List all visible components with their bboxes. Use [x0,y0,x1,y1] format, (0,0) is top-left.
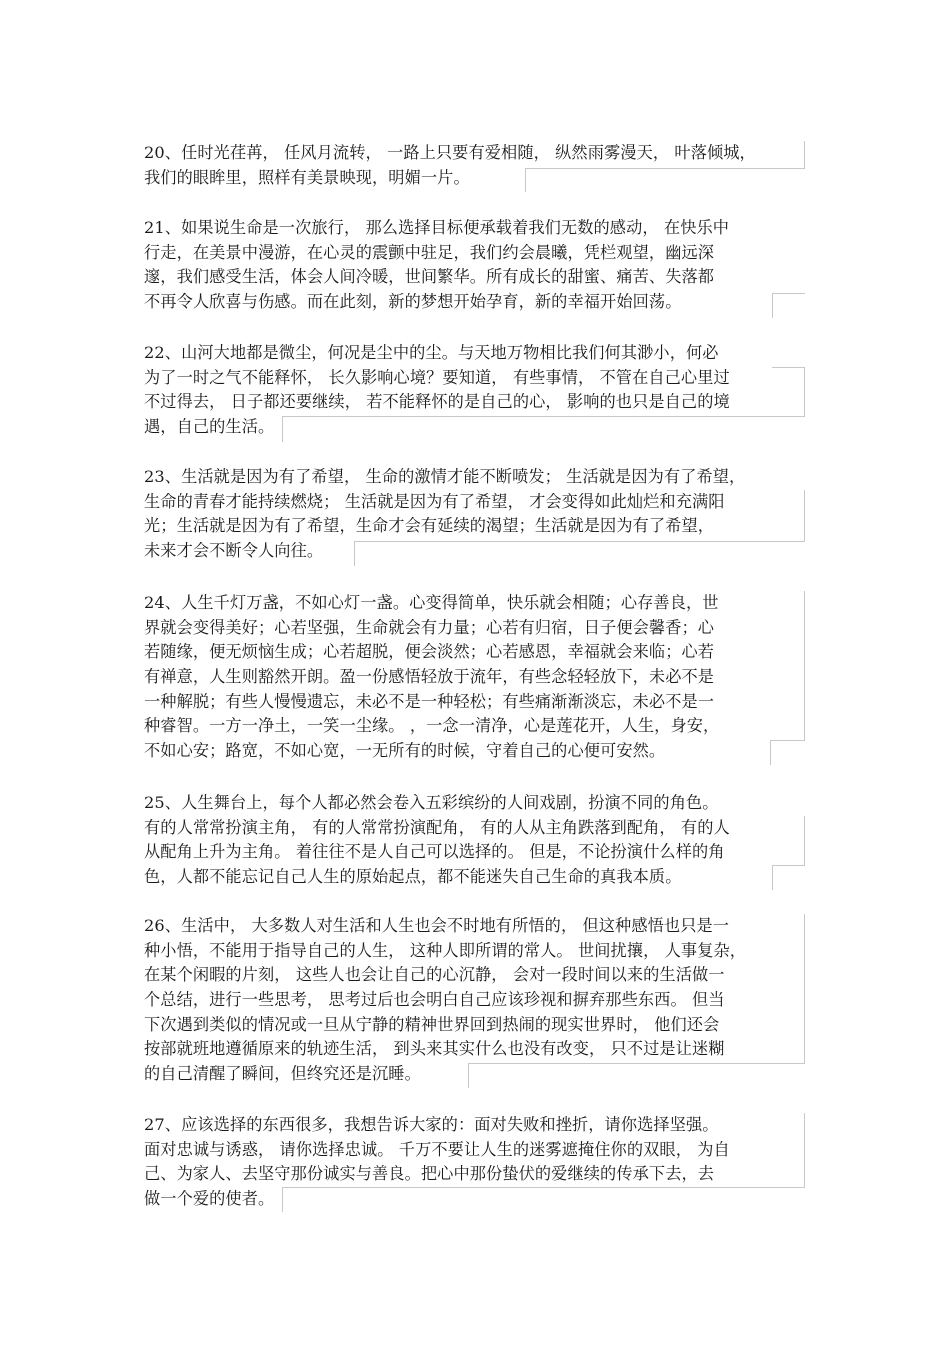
paragraph-line: 面对忠诚与诱惑， 请你选择忠诚。 千万不要让人生的迷雾遮掩住你的双眼， 为自 [144,1139,730,1159]
paragraph-27 [144,1113,808,1212]
scan-rule [282,1187,283,1212]
paragraph-line: 不如心安；路宽，不如心宽，一无所有的时候，守着自己的心便可安然。 [144,741,666,761]
paragraph-line: 24、人生千灯万盏，不如心灯一盏。心变得简单，快乐就会相随；心存善良，世 [144,593,719,612]
scan-rule [804,816,805,866]
paragraph-line: 20、任时光荏苒， 任风月流转， 一路上只要有爱相随， 纵然雨雾漫天， 叶落倾城， [144,143,756,162]
scan-rule [468,1063,469,1088]
paragraph-26 [144,914,808,1087]
scan-rule [525,168,526,192]
paragraph-line: 有禅意，人生则豁然开朗。盈一份感悟轻放于流年，有些念轻轻放下，未必不是 [144,667,715,687]
scan-rule [772,865,805,866]
scan-rule [770,740,771,765]
paragraph-line: 色，人都不能忘记自己人生的原始起点，都不能迷失自己生命的真我本质。 [144,867,682,887]
paragraph-line: 己、为家人、去坚守那份诚实与善良。把心中那份蛰伏的爱继续的传承下去，去 [144,1164,715,1184]
paragraph-line: 界就会变得美好；心若坚强，生命就会有力量；心若有归宿，日子便会馨香；心 [144,617,715,637]
paragraph-line: 26、生活中， 大多数人对生活和人生也会不时地有所悟的， 但这种感悟也只是一 [144,916,730,935]
scan-rule [804,490,805,542]
paragraph-line: 下次遇到类似的情况或一旦从宁静的精神世界回到热闹的现实世界时， 他们还会 [144,1014,720,1034]
scan-rule [772,367,805,368]
scan-rule [468,1063,805,1064]
paragraph-line: 的自己清醒了瞬间，但终究还是沉睡。 [144,1064,421,1084]
scan-rule [282,1187,805,1188]
paragraph-25 [144,791,808,890]
paragraph-line: 21、如果说生命是一次旅行， 那么选择目标便承载着我们无数的感动， 在快乐中 [144,218,730,237]
scan-rule [770,740,805,741]
paragraph-line: 不过得去， 日子都还要继续， 若不能释怀的是自己的心， 影响的也只是自己的境 [144,392,730,412]
paragraph-line: 种小悟，不能用于指导自己的人生， 这种人即所谓的常人。 世间扰攘， 人事复杂， [144,940,747,960]
paragraph-line: 在某个闲暇的片刻， 这些人也会让自己的心沉静， 会对一段时间以来的生活做一 [144,965,725,985]
scan-rule [525,168,805,169]
paragraph-line: 遇，自己的生活。 [144,417,275,437]
scan-rule [772,865,773,890]
paragraph-23 [144,465,808,564]
scan-rule [804,141,805,169]
paragraph-line: 22、山河大地都是微尘，何况是尘中的尘。与天地万物相比我们何其渺小，何必 [144,343,719,362]
paragraph-22 [144,341,808,440]
paragraph-line: 邃，我们感受生活，体会人间冷暖，世间繁华。所有成长的甜蜜、痛苦、失落都 [144,267,715,287]
paragraph-line: 行走，在美景中漫游，在心灵的震颤中驻足，我们约会晨曦，凭栏观望，幽远深 [144,242,715,262]
scan-rule [354,541,355,566]
paragraph-line: 生命的青春才能持续燃烧； 生活就是因为有了希望， 才会变得如此灿烂和充满阳 [144,491,725,511]
scan-rule [282,416,805,417]
paragraph-line: 个总结，进行一些思考， 思考过后也会明白自己应该珍视和摒弃那些东西。 但当 [144,990,725,1010]
paragraph-line: 为了一时之气不能释怀， 长久影响心境？要知道， 有些事情， 不管在自己心里过 [144,367,730,387]
scan-rule [354,541,805,542]
paragraph-24 [144,591,808,764]
paragraph-line: 我们的眼眸里，照样有美景映现，明媚一片。 [144,167,470,187]
scan-rule [772,293,773,318]
paragraph-line: 不再令人欣喜与伤感。而在此刻，新的梦想开始孕育，新的幸福开始回荡。 [144,292,682,312]
paragraph-21 [144,216,808,315]
paragraph-line: 有的人常常扮演主角， 有的人常常扮演配角， 有的人从主角跌落到配角， 有的人 [144,817,730,837]
paragraph-line: 25、人生舞台上，每个人都必然会卷入五彩缤纷的人间戏剧，扮演不同的角色。 [144,793,719,812]
paragraph-line: 按部就班地遵循原来的轨迹生活， 到头来其实什么也没有改变， 只不过是让迷糊 [144,1039,725,1059]
paragraph-line: 未来才会不断令人向往。 [144,541,324,561]
scan-rule [804,591,805,741]
paragraph-line: 一种解脱；有些人慢慢遗忘，未必不是一种轻松；有些痛渐渐淡忘，未必不是一 [144,691,715,711]
scan-rule [772,293,805,294]
paragraph-line: 种睿智。一方一净土，一笑一尘缘。 ，一念一清净，心是莲花开，人生，身安， [144,716,720,736]
scan-rule [804,914,805,1064]
paragraph-line: 若随缘，便无烦恼生成；心若超脱，便会淡然；心若感恩，幸福就会来临；心若 [144,642,715,662]
paragraph-line: 光；生活就是因为有了希望，生命才会有延续的渴望；生活就是因为有了希望， [144,516,715,536]
paragraph-line: 从配角上升为主角。 着往往不是人自己可以选择的。 但是，不论扮演什么样的角 [144,842,725,862]
paragraph-line: 23、生活就是因为有了希望， 生命的激情才能不断喷发； 生活就是因为有了希望， [144,467,746,486]
scan-rule [804,367,805,417]
paragraph-20 [144,141,808,190]
scan-rule [282,416,283,442]
scan-rule [804,1113,805,1188]
paragraph-line: 27、应该选择的东西很多，我想告诉大家的：面对失败和挫折，请你选择坚强。 [144,1115,719,1134]
paragraph-line: 做一个爱的使者。 [144,1189,275,1209]
